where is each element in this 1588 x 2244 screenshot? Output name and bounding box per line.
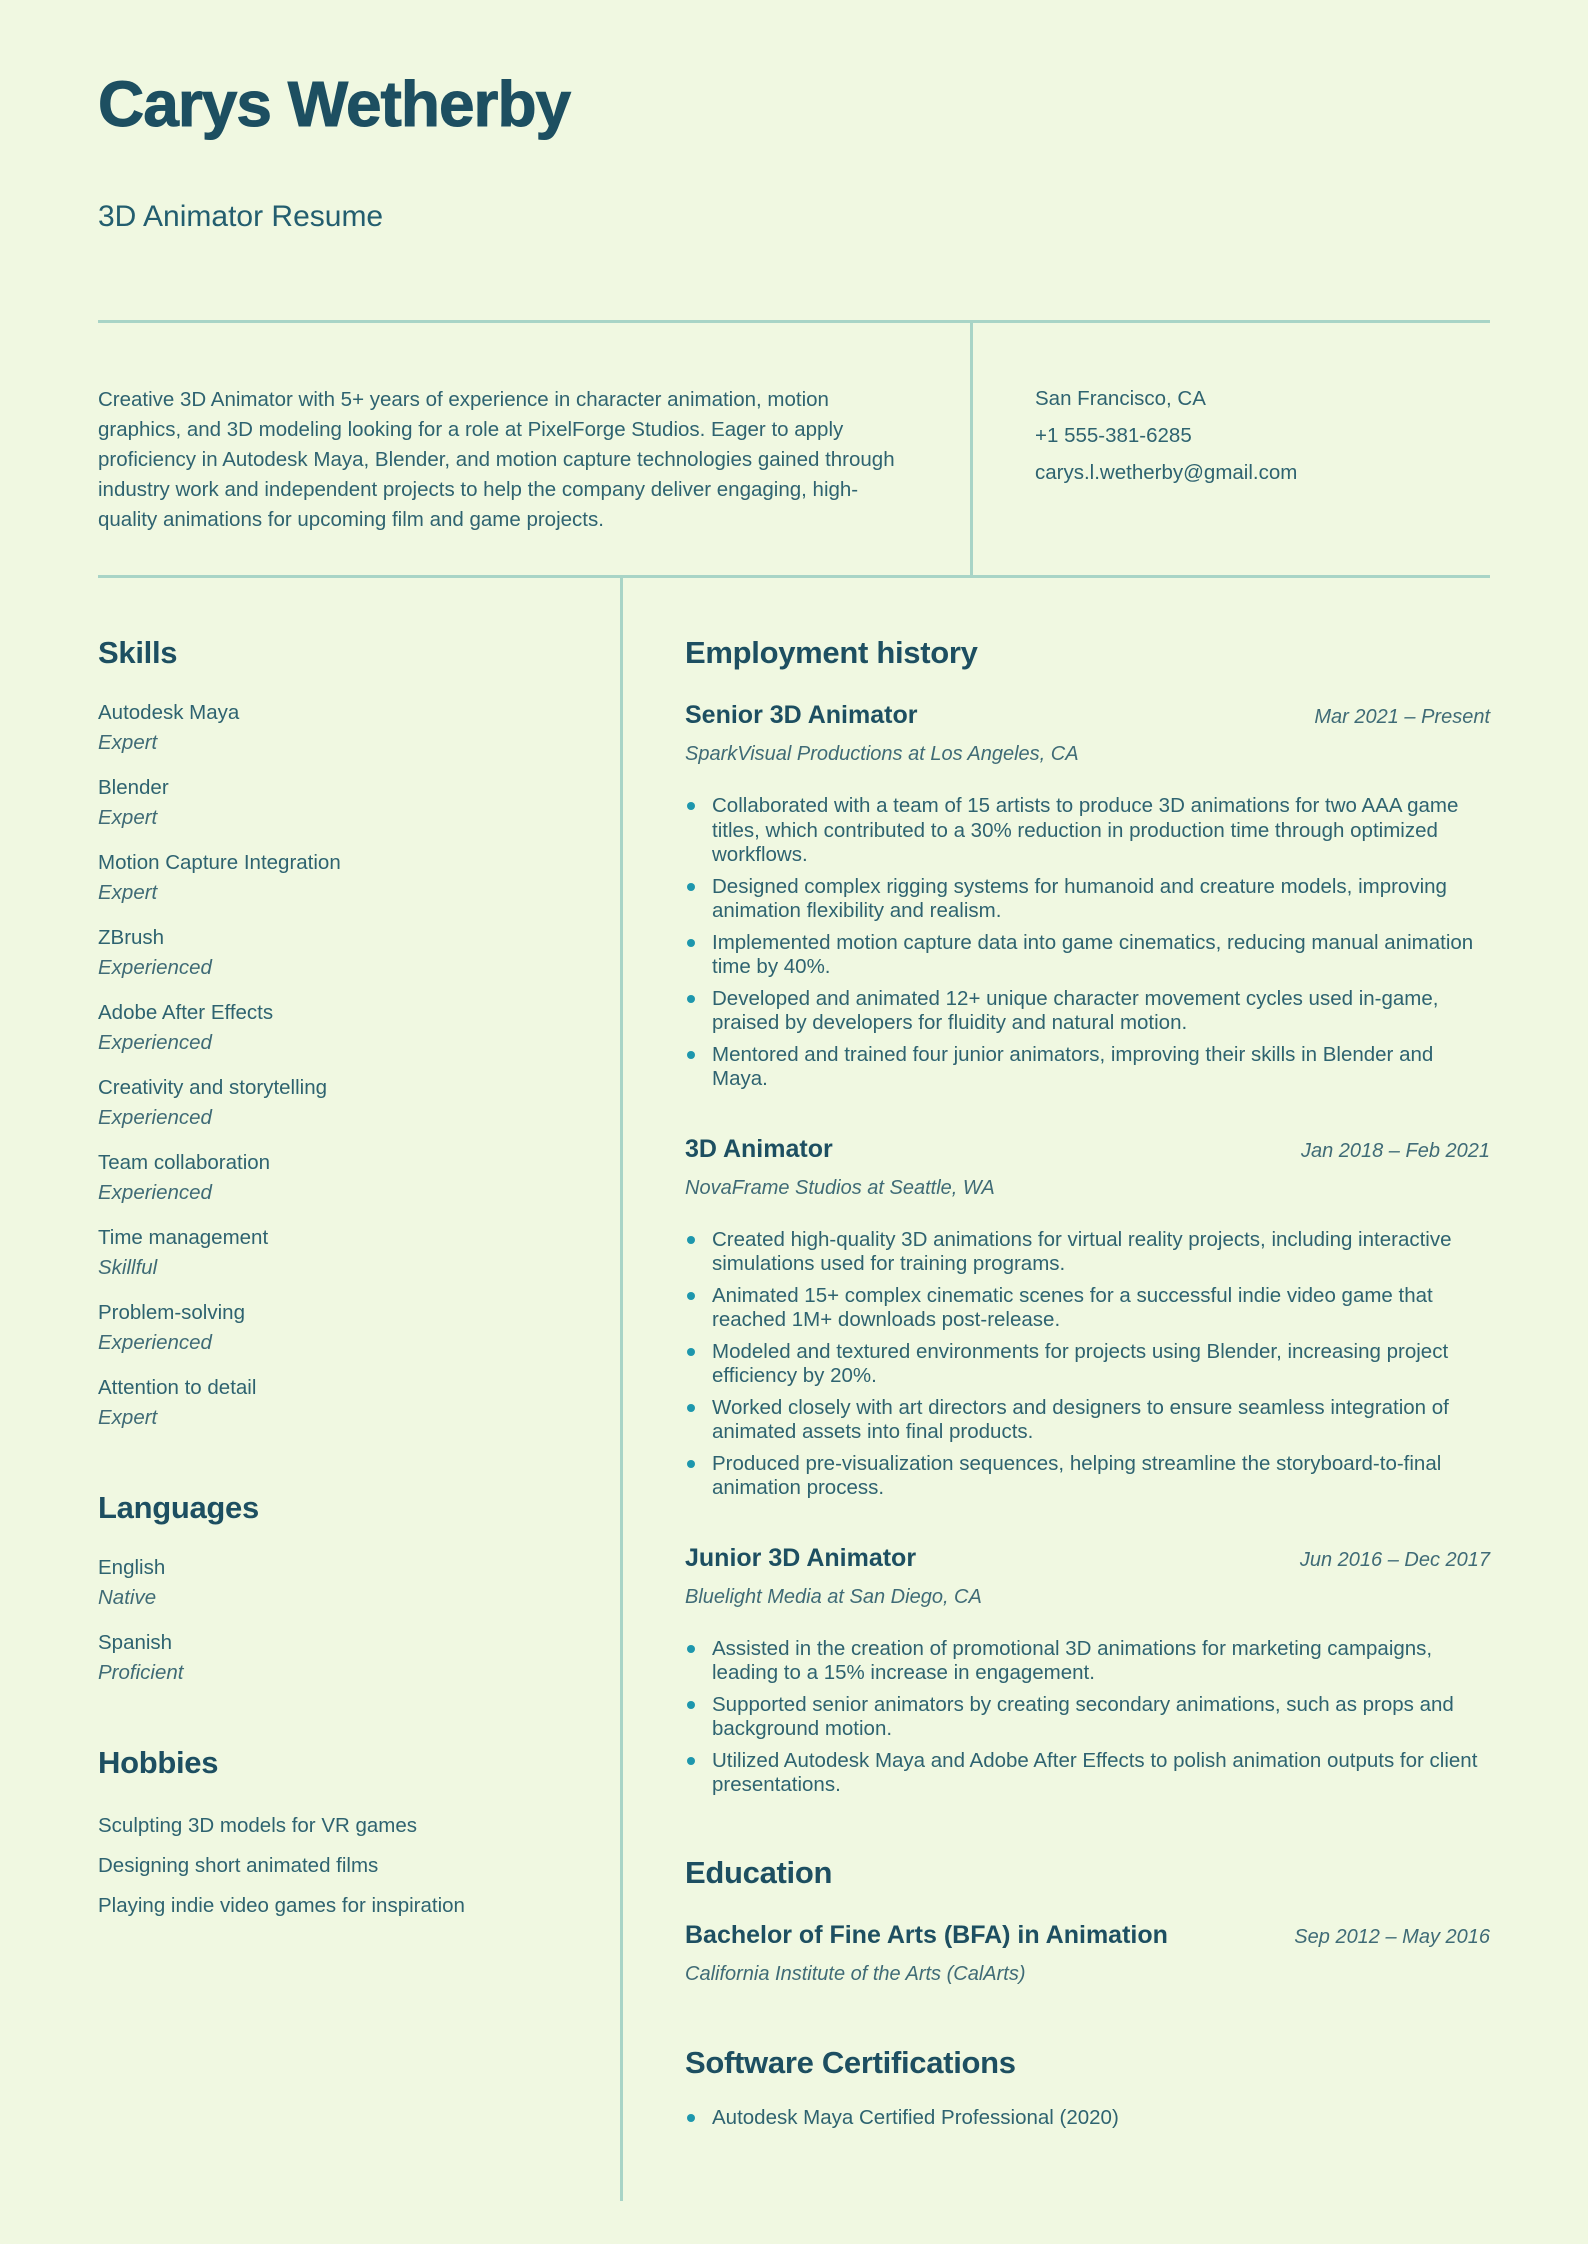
skill-name: Adobe After Effects [98,1001,274,1024]
job-header [685,698,1490,732]
skill-level: Experienced [98,1331,212,1354]
skill-name: Creativity and storytelling [98,1076,328,1099]
skill-name: Attention to detail [98,1376,257,1399]
job-bullet: Supported senior animators by creating secondary animations, such as props and background motion. [685,1693,1490,1742]
language-item [98,1553,565,1613]
language-name: English [98,1556,166,1579]
skill-item [98,698,565,758]
education-school: California Institute of the Arts (CalArts) [685,1962,1026,1985]
skill-item [98,1073,565,1133]
job-bullet: Created high-quality 3D animations for virtual reality projects, including interactive simulations used for training programs. [685,1228,1490,1277]
hobby-item: Sculpting 3D models for VR games [98,1814,418,1837]
header [98,0,1490,320]
main-section [98,575,1490,2201]
job-dates: Jun 2016 – Dec 2017 [1299,1548,1490,1571]
right-column [620,578,1490,2201]
languages-list [98,1553,565,1688]
job-entry [685,698,1490,1092]
job-bullet: Produced pre-visualization sequences, helping streamline the storyboard-to-final animation process. [685,1452,1490,1501]
skill-level: Expert [98,881,158,904]
contact-phone: +1 555-381-6285 [1035,424,1192,447]
skill-item [98,998,565,1058]
intro-section [98,320,1490,575]
skill-name: ZBrush [98,926,165,949]
job-bullet: Collaborated with a team of 15 artists to produce 3D animations for two AAA game titles, which contributed to a 30% reduction in production time through optimized workflows. [685,794,1490,868]
job-header [685,1132,1490,1166]
skill-level: Expert [98,1406,158,1429]
job-title: 3D Animator [685,1134,833,1163]
skill-name: Autodesk Maya [98,701,240,724]
section-heading-certifications: Software Certifications [685,2044,1016,2080]
skill-name: Blender [98,776,169,799]
job-bullet-list [685,1228,1490,1501]
section-heading-hobbies: Hobbies [98,1745,219,1780]
language-name: Spanish [98,1631,173,1654]
skill-item [98,1223,565,1283]
skill-item [98,848,565,908]
job-header [685,1541,1490,1575]
skill-item [98,773,565,833]
skill-item [98,1298,565,1358]
resume-subtitle: 3D Animator Resume [98,200,384,233]
certification-list [685,2106,1490,2131]
job-title: Junior 3D Animator [685,1543,917,1572]
summary-text: Creative 3D Animator with 5+ years of experience in character animation, motion graphics, and 3D modeling looking for a role at PixelForge Studios. Eager to apply proficiency in Autodesk Maya, Blender, and motion capture technologies gained through industry work and independent projects to help the company deliver engaging, high-quality animations for upcoming film and game projects. [98,388,895,531]
jobs-list [685,698,1490,1798]
job-title: Senior 3D Animator [685,701,918,729]
job-bullet: Utilized Autodesk Maya and Adobe After Effects to polish animation outputs for client presentations. [685,1749,1490,1798]
job-bullet: Developed and animated 12+ unique character movement cycles used in-game, praised by developers for fluidity and natural motion. [685,987,1490,1036]
contact-block [970,323,1490,575]
language-item [98,1628,565,1688]
job-entry [685,1541,1490,1798]
skill-name: Problem-solving [98,1301,245,1324]
section-heading-employment: Employment history [685,635,978,670]
hobby-item: Playing indie video games for inspiration [98,1894,465,1917]
job-company: SparkVisual Productions at Los Angeles, CA [685,743,1079,765]
section-heading-education: Education [685,1854,833,1890]
job-company: NovaFrame Studios at Seattle, WA [685,1176,995,1199]
job-bullet-list [685,1637,1490,1798]
skill-level: Expert [98,731,158,754]
left-column [98,578,620,2201]
job-bullet-list [685,794,1490,1092]
hobbies-list [98,1806,565,1926]
degree-title: Bachelor of Fine Arts (BFA) in Animation [685,1920,1168,1949]
skill-level: Expert [98,806,158,829]
skill-level: Experienced [98,1031,212,1054]
language-level: Proficient [98,1661,184,1684]
skill-item [98,923,565,983]
skill-name: Team collaboration [98,1151,271,1174]
contact-location: San Francisco, CA [1035,387,1206,410]
job-bullet: Implemented motion capture data into game cinematics, reducing manual animation time by 40%. [685,931,1490,980]
skills-list [98,698,565,1433]
skill-level: Skillful [98,1256,158,1279]
hobby-item: Designing short animated films [98,1854,379,1877]
job-bullet: Animated 15+ complex cinematic scenes for a successful indie video game that reached 1M+ downloads post-release. [685,1284,1490,1333]
job-entry [685,1132,1490,1501]
summary-cell [98,323,970,575]
education-header [685,1918,1490,1952]
skill-name: Time management [98,1226,269,1249]
job-dates: Jan 2018 – Feb 2021 [1300,1139,1490,1162]
job-company: Bluelight Media at San Diego, CA [685,1585,982,1608]
contact-email: carys.l.wetherby@gmail.com [1035,461,1298,484]
job-bullet: Mentored and trained four junior animators, improving their skills in Blender and Maya. [685,1043,1490,1092]
person-name: Carys Wetherby [98,68,571,140]
job-bullet: Assisted in the creation of promotional 3D animations for marketing campaigns, leading to a 15% increase in engagement. [685,1637,1490,1686]
job-dates: Mar 2021 – Present [1314,706,1490,728]
language-level: Native [98,1586,157,1609]
skill-name: Motion Capture Integration [98,851,341,874]
education-entry [685,1918,1490,1988]
section-heading-skills: Skills [98,635,178,670]
certification-item: Autodesk Maya Certified Professional (2020) [685,2106,1490,2131]
job-bullet: Worked closely with art directors and designers to ensure seamless integration of animated assets into final products. [685,1396,1490,1445]
skill-item [98,1148,565,1208]
skill-item [98,1373,565,1433]
job-bullet: Modeled and textured environments for projects using Blender, increasing project efficiency by 20%. [685,1340,1490,1389]
education-dates: Sep 2012 – May 2016 [1294,1925,1490,1948]
skill-level: Experienced [98,1106,212,1129]
job-bullet: Designed complex rigging systems for humanoid and creature models, improving animation flexibility and realism. [685,875,1490,924]
skill-level: Experienced [98,1181,212,1204]
skill-level: Experienced [98,956,212,979]
section-heading-languages: Languages [98,1490,259,1525]
